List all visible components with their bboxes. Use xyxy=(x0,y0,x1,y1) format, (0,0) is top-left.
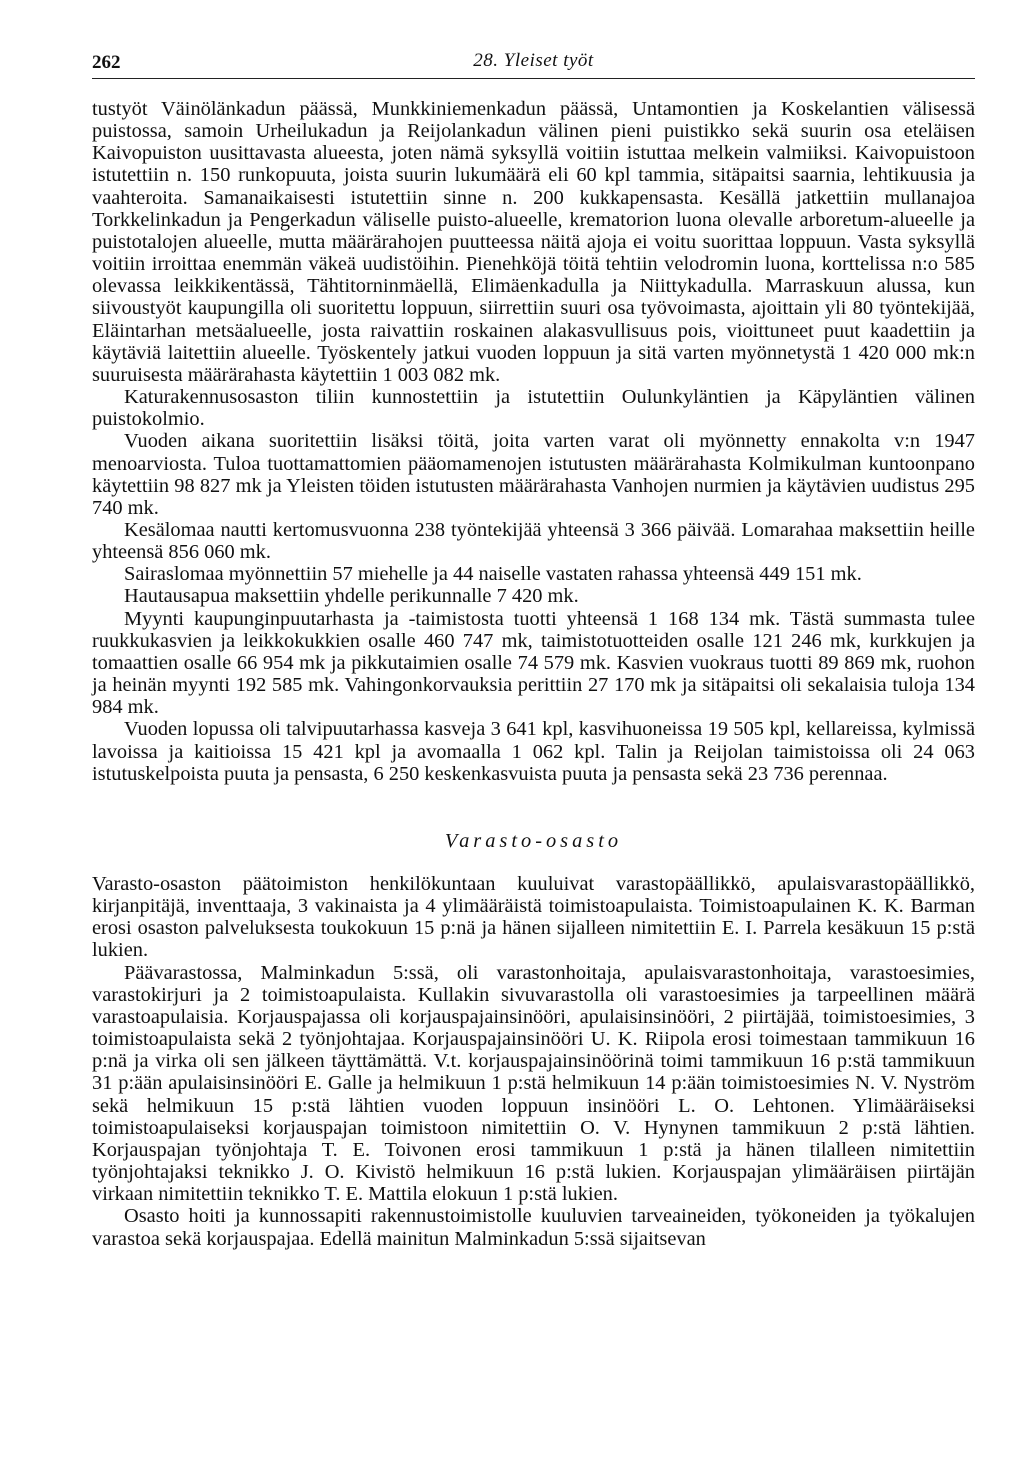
running-title: 28. Yleiset työt xyxy=(473,50,594,71)
paragraph: Myynti kaupunginpuutarhasta ja -taimistosta tuotti yhteensä 1 168 134 mk. Tästä summasta tulee ruukkukasvien ja leikkokukkien osalle 460 747 mk, taimistotuotteiden osalle 121 246 mk, kurkkujen ja tomaattien osalle 66 954 mk ja pikkutaimien osalle 74 579 mk. Kasvien vuokraus tuotti 89 869 mk, ruohon ja heinän myynti 192 585 mk. Vahingonkorvauksia perittiin 27 170 mk ja sitäpaitsi oli sekalaisia tuloja 134 984 mk. xyxy=(92,607,975,719)
paragraph: Osasto hoiti ja kunnossapiti rakennustoimistolle kuuluvien tarveaineiden, työkoneiden ja työkalujen varastoa sekä korjauspajaa. Edellä mainitun Malminkadun 5:ssä sijaitsevan xyxy=(92,1205,975,1250)
page-header xyxy=(92,48,975,79)
page-number: 262 xyxy=(92,52,121,73)
paragraph: Vuoden aikana suoritettiin lisäksi töitä, joita varten varat oli myönnetty ennakolta v:n 1947 menoarviosta. Tuloa tuottamattomien pääomamenojen istutusten määrärahasta Kolmikulman kuntoonpano käytettiin 98 827 mk ja Yleisten töiden istutusten määrärahasta Vanhojen nurmien ja käytävien uudistus 295 740 mk. xyxy=(92,430,975,519)
paragraph: Vuoden lopussa oli talvipuutarhassa kasveja 3 641 kpl, kasvihuoneissa 19 505 kpl, kellareissa, kylmissä lavoissa ja kaitioissa 15 421 kpl ja avomaalla 1 062 kpl. Talin ja Reijolan taimistoissa oli 24 063 istutuskelpoista puuta ja pensasta, 6 250 keskenkasvuista puuta ja pensasta sekä 23 736 perennaa. xyxy=(92,718,975,785)
paragraph: Hautausapua maksettiin yhdelle perikunnalle 7 420 mk. xyxy=(124,585,579,608)
section-heading: Varasto-osasto xyxy=(444,829,623,852)
paragraph: tustyöt Väinölänkadun päässä, Munkkiniemenkadun päässä, Untamontien ja Koskelantien välisessä puistossa, samoin Urheilukadun ja Reijolankadun välinen pieni puistikko sekä suurin osa eteläisen Kaivopuiston uusittavasta alueesta, joten nämä syksyllä voitiin istuttaa melkein valmiiksi. Kaivopuistoon istutettiin n. 150 runkopuuta, joista suurin lukumäärä eli 60 kpl tammia, sitäpaitsi saarnia, lehtikuusia ja vaahteroita. Samanaikaisesti istutettiin sinne n. 200 kukkapensasta. Kesällä jatkettiin mullanajoa Torkkelinkadun ja Pengerkadun väliselle puisto-alueelle, krematorion luona olevalle arboretum-alueelle ja puistotalojen alueelle, mutta määrärahojen puutteessa näitä ajoja ei voitu suorittaa loppuun. Vasta syksyllä voitiin irroittaa enemmän väkeä uudistöihin. Pienehköjä töitä tehtiin velodromin luona, korttelissa n:o 585 olevassa leikkikentässä, Tähtitorninmäellä, Elimäenkadulla ja Niittykadulla. Marraskuun alussa, kun siivoustyöt kaupungilla oli suoritettu loppuun, siirrettiin suuri osa työvoimasta, ajoittain yli 80 työntekijää, Eläintarhan metsäalueelle, josta raivattiin roskainen alakasvullisuus pois, vioittuneet puut kaadettiin ja käytäviä laitettiin alueelle. Työskentely jatkui vuoden loppuun ja sitä varten myönnetystä 1 420 000 mk:n suuruisesta määrärahasta käytettiin 1 003 082 mk. xyxy=(92,98,975,386)
paragraph: Katurakennusosaston tiliin kunnostettiin ja istutettiin Oulunkyläntien ja Käpyläntien välinen puistokolmio. xyxy=(92,386,975,431)
paragraph: Sairaslomaa myönnettiin 57 miehelle ja 44 naiselle vastaten rahassa yhteensä 449 151 mk. xyxy=(124,563,862,586)
body-text xyxy=(92,98,975,1250)
paragraph: Kesälomaa nautti kertomusvuonna 238 työntekijää yhteensä 3 366 päivää. Lomarahaa maksettiin heille yhteensä 856 060 mk. xyxy=(92,518,975,564)
paragraph: Päävarastossa, Malminkadun 5:ssä, oli varastonhoitaja, apulaisvarastonhoitaja, varastoesimies, varastokirjuri ja 2 toimistoapulaista. Kullakin sivuvarastolla oli varastoesimies ja tarpeellinen määrä varastoapulaisia. Korjauspajassa oli korjauspajainsinööri, apulaisinsinööri, 2 piirtäjää, toimistoesimies, 3 toimistoapulaista sekä 2 työnjohtajaa. Korjauspajainsinööri U. K. Riipola erosi toimestaan tammikuun 16 p:nä ja virka oli sen jälkeen täyttämättä. V.t. korjauspajainsinöörinä toimi tammikuun 16 p:stä tammikuun 31 p:ään apulaisinsinööri E. Galle ja helmikuun 1 p:stä helmikuun 14 p:ään toimistoesimies N. V. Nyström sekä helmikuun 15 p:stä lähtien vuoden loppuun insinööri L. O. Lehtonen. Ylimääräiseksi toimistoapulaiseksi korjauspajan toimistoon nimitettiin O. V. Hynynen tammikuun 2 p:stä lähtien. Korjauspajan työnjohtaja T. E. Toivonen erosi tammikuun 1 p:stä ja hänen tilalleen nimitettiin työnjohtajaksi teknikko J. O. Kivistö helmikuun 16 p:stä lukien. Korjauspajan ylimääräisen piirtäjän virkaan nimitettiin teknikko T. E. Mattila elokuun 1 p:stä lukien. xyxy=(92,961,975,1206)
paragraph: Varasto-osaston päätoimiston henkilökuntaan kuuluivat varastopäällikkö, apulaisvarastopäällikkö, kirjanpitäjä, inventtaaja, 3 vakinaista ja 4 ylimääräistä toimistoapulaista. Toimistoapulainen K. K. Barman erosi osaston palveluksesta toukokuun 15 p:nä ja hänen sijalleen nimitettiin E. I. Parrela kesäkuun 15 p:stä lukien. xyxy=(92,873,975,962)
